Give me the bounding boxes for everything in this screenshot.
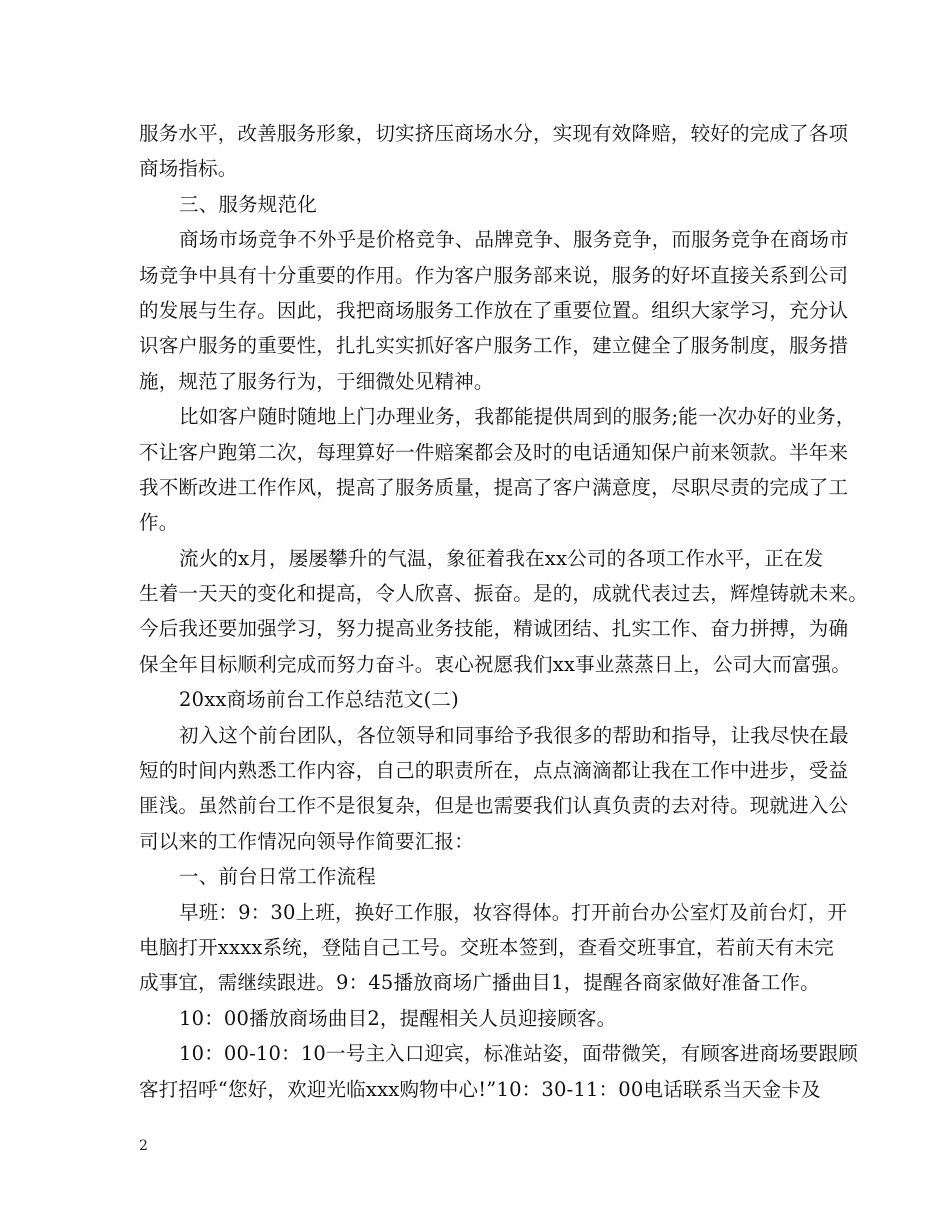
text-line: 服务水平，改善服务形象，切实挤压商场水分，实现有效降赔，较好的完成了各项 <box>139 122 849 145</box>
text-line: 不让客户跑第二次，每理算好一件赔案都会及时的电话通知保户前来领款。半年来 <box>139 440 849 464</box>
text-line: 的发展与生存。因此，我把商场服务工作放在了重要位置。组织大家学习，充分认 <box>139 298 849 322</box>
page-number: 2 <box>139 1138 148 1154</box>
text-line: 匪浅。虽然前台工作不是很复杂，但是也需要我们认真负责的去对待。现就进入公 <box>139 794 849 818</box>
text-line: 电脑打开xxxx系统，登陆自己工号。交班本签到，查看交班事宜，若前天有未完 <box>139 935 834 959</box>
text-line: 商场指标。 <box>139 157 238 181</box>
text-line: 今后我还要加强学习，努力提高业务技能，精诚团结、扎实工作、奋力拼搏，为确 <box>139 617 849 641</box>
text-line: 生着一天天的变化和提高，令人欣喜、振奋。是的，成就代表过去，辉煌铸就未来。 <box>139 582 868 606</box>
text-line: 流火的x月，屡屡攀升的气温，象征着我在xx公司的各项工作水平，正在发 <box>179 546 824 570</box>
text-line: 早班：9：30上班，换好工作服，妆容得体。打开前台办公室灯及前台灯，开 <box>179 900 848 924</box>
text-line: 10：00播放商场曲目2，提醒相关人员迎接顾客。 <box>179 1006 617 1030</box>
text-line: 20xx商场前台工作总结范文(二) <box>179 688 459 712</box>
text-line: 保全年目标顺利完成而努力奋斗。衷心祝愿我们xx事业蒸蒸日上，公司大而富强。 <box>139 652 851 676</box>
text-line: 司以来的工作情况向领导作简要汇报： <box>139 829 474 853</box>
text-line: 三、服务规范化 <box>179 192 317 216</box>
text-line: 商场市场竞争不外乎是价格竞争、品牌竞争、服务竞争，而服务竞争在商场市 <box>179 228 849 252</box>
text-line: 作。 <box>139 511 179 535</box>
text-line: 我不断改进工作作风，提高了服务质量，提高了客户满意度，尽职尽责的完成了工 <box>139 475 849 499</box>
text-line: 10：00-10：10一号主入口迎宾，标准站姿，面带微笑，有顾客进商场要跟顾 <box>179 1042 858 1066</box>
text-line: 识客户服务的重要性，扎扎实实抓好客户服务工作，建立健全了服务制度，服务措 <box>139 334 849 358</box>
text-line: 初入这个前台团队，各位领导和同事给予我很多的帮助和指导，让我尽快在最 <box>179 723 849 747</box>
text-line: 场竞争中具有十分重要的作用。作为客户服务部来说，服务的好坏直接关系到公司 <box>139 263 849 287</box>
text-line: 客打招呼“您好，欢迎光临xxx购物中心!”10：30-11：00电话联系当天金卡及 <box>139 1077 821 1101</box>
document-body <box>139 116 868 1107</box>
text-line: 短的时间内熟悉工作内容，自己的职责所在，点点滴滴都让我在工作中进步，受益 <box>139 759 849 783</box>
text-line: 施，规范了服务行为，于细微处见精神。 <box>139 369 494 393</box>
text-line: 成事宜，需继续跟进。9：45播放商场广播曲目1，提醒各商家做好准备工作。 <box>139 971 820 995</box>
text-line: 一、前台日常工作流程 <box>179 865 377 889</box>
text-line: 比如客户随时随地上门办理业务，我都能提供周到的服务;能一次办好的业务， <box>179 405 856 429</box>
